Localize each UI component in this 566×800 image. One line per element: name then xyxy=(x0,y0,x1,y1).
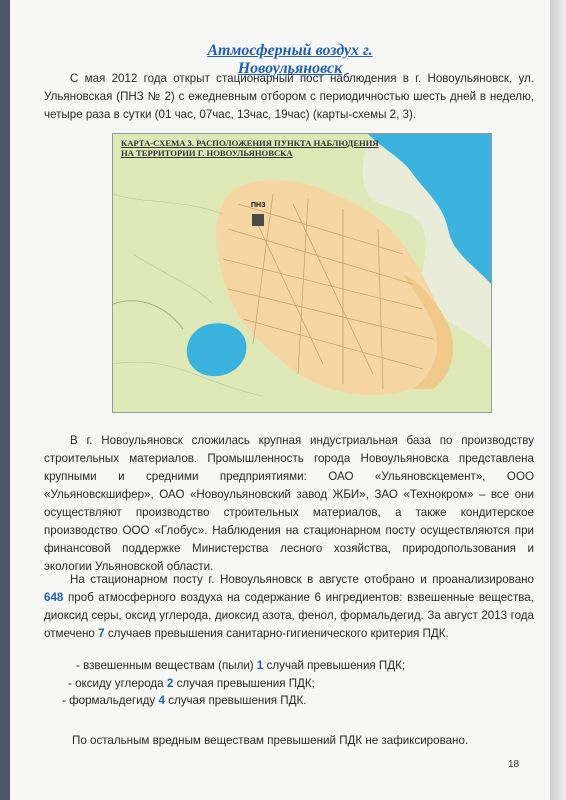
page-title: Атмосферный воздух г. Новоульяновск xyxy=(207,42,373,77)
list-item xyxy=(76,659,405,672)
monitoring-paragraph xyxy=(44,571,534,643)
list-item-suffix: случая превышения ПДК. xyxy=(168,694,307,707)
map-caption-line2: НА ТЕРРИТОРИИ Г. НОВОУЛЬЯНОВСКА xyxy=(121,148,293,158)
list-item-label: - взвешенным веществам (пыли) xyxy=(76,659,254,672)
industry-paragraph xyxy=(44,432,534,576)
page-edge xyxy=(550,0,566,800)
samples-count: 648 xyxy=(44,591,64,604)
map-caption-line1: КАРТА-СХЕМА 3. РАСПОЛОЖЕНИЯ ПУНКТА НАБЛЮДЕНИЯ xyxy=(121,138,379,148)
industry-text: В г. Новоульяновск сложилась крупная индустриальная база по производству строительных материалов. Промышленность города Новоульяновска представлена крупными и средними предприятиями: ОАО «Ульяновскцемент», ООО «Ульяновскшифер», ОАО «Новоульяновский завод ЖБИ», ЗАО «Технокром» – все они осуществляют производство строительных материалов, а также кондитерское производство ООО «Глобус». Наблюдения на стационарном посту осуществляются при финансовой поддержке Министерства лесного хозяйства, природопользования и экологии Ульяновской области. xyxy=(44,434,534,573)
map-graphic xyxy=(113,134,491,412)
intro-text: С мая 2012 года открыт стационарный пост наблюдения в г. Новоульяновск, ул. Ульяновская (ПНЗ № 2) с ежедневным отбором с периодичностью шесть дней в неделю, четыре раза в сутки (01 час, 07час, 13час, 19час) (карты-схемы 2, 3). xyxy=(44,72,534,121)
list-item xyxy=(68,677,315,690)
list-item-label: - формальдегиду xyxy=(62,694,156,707)
list-item-value: 2 xyxy=(166,677,174,690)
exceed-count: 7 xyxy=(98,627,105,640)
binding-edge xyxy=(0,0,10,800)
final-sentence: По остальным вредным веществам превышений ПДК не зафиксировано. xyxy=(72,734,469,747)
list-item-value: 4 xyxy=(158,694,165,707)
map-caption xyxy=(121,138,379,158)
monitoring-text-3: случаев превышения санитарно-гигиенического критерия ПДК. xyxy=(107,627,449,640)
monitoring-text-1: На стационарном посту г. Новоульяновск в августе отобрано и проанализировано xyxy=(70,573,534,586)
list-item-value: 1 xyxy=(256,659,264,672)
list-item-label: - оксиду углерода xyxy=(68,677,164,690)
station-marker-label: ПНЗ xyxy=(251,202,266,209)
list-item xyxy=(62,694,306,707)
list-item-suffix: случая превышения ПДК; xyxy=(176,677,315,690)
list-item-suffix: случай превышения ПДК; xyxy=(266,659,406,672)
location-map xyxy=(112,133,492,413)
monitoring-text-2: проб атмосферного воздуха на содержание 6 ингредиентов: взвешенные вещества, диоксид серы, оксид углерода, диоксид азота, фенол, формальдегид. За август 2013 года отмечено xyxy=(44,591,534,640)
page-number: 18 xyxy=(508,759,520,770)
intro-paragraph xyxy=(44,70,534,124)
